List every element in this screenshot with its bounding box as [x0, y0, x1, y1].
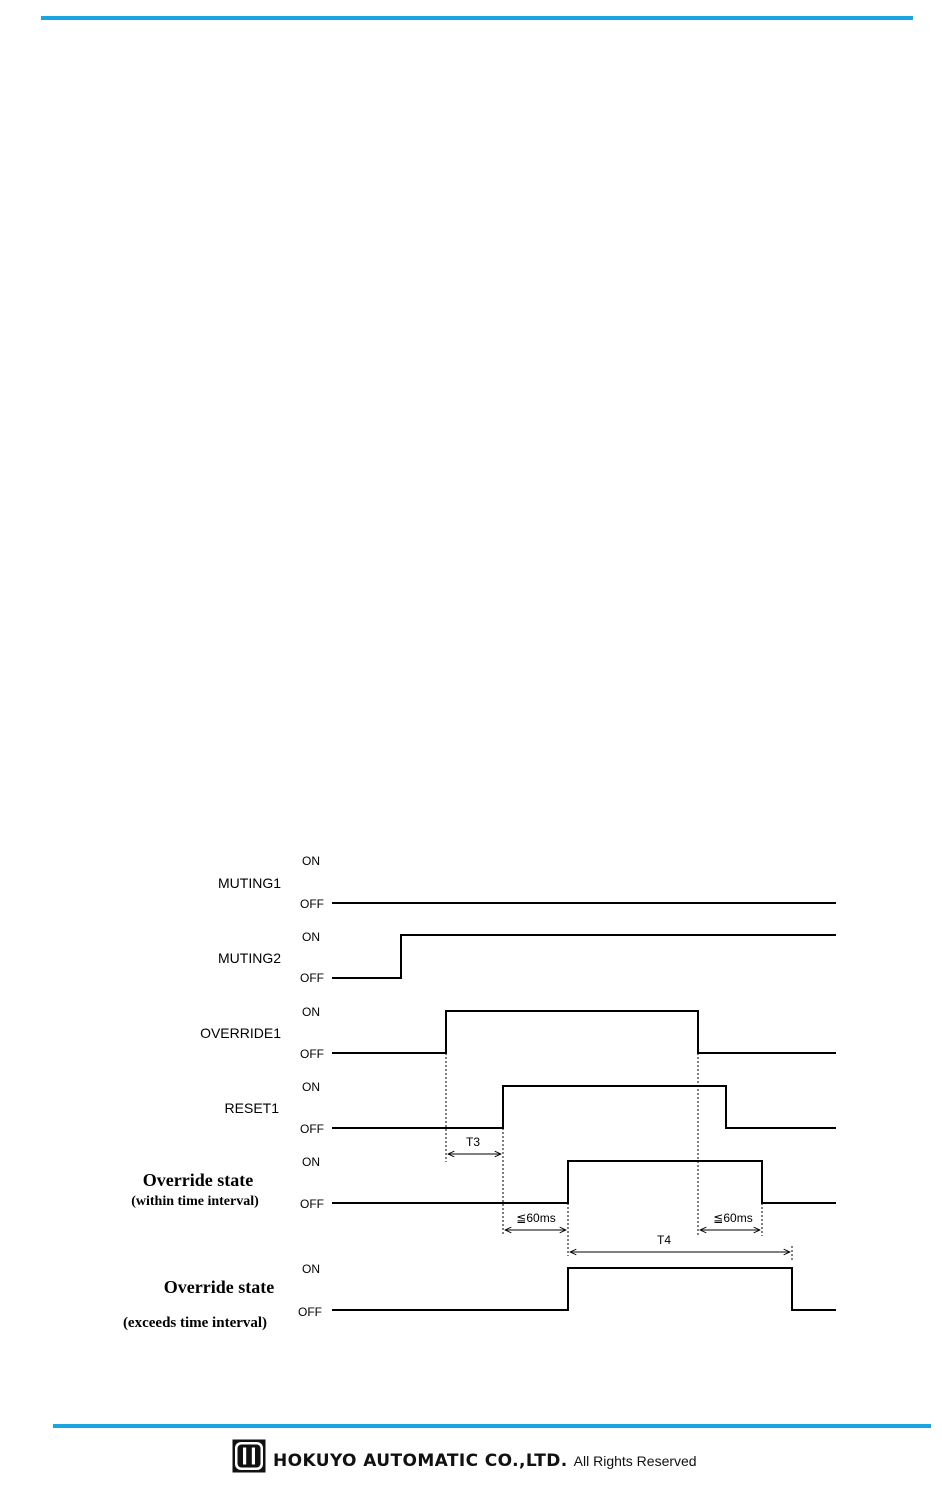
on-label-muting2: ON — [302, 930, 320, 944]
signal-name-override1: OVERRIDE1 — [200, 1025, 281, 1041]
waveform-muting2 — [332, 935, 836, 978]
rights-text: All Rights Reserved — [573, 1453, 697, 1469]
off-label-muting1: OFF — [300, 897, 324, 911]
signal-name-muting1: MUTING1 — [218, 875, 281, 891]
signal-name-reset1: RESET1 — [224, 1100, 279, 1116]
off-label-override-within: OFF — [300, 1197, 324, 1211]
interval-label-60ms-left: ≦60ms — [516, 1211, 556, 1225]
on-label-override1: ON — [302, 1005, 320, 1019]
signal-sub-exceeds-interval: (exceeds time interval) — [122, 1315, 268, 1331]
interval-label-t3: T3 — [465, 1135, 481, 1149]
interval-label-60ms-right: ≦60ms — [713, 1211, 753, 1225]
waveform-override-exceeds — [332, 1268, 836, 1310]
on-label-muting1: ON — [302, 854, 320, 868]
waveform-override-within — [332, 1161, 836, 1203]
signal-name-override-state-within: Override state — [142, 1170, 254, 1190]
off-label-reset1: OFF — [300, 1122, 324, 1136]
company-name: HOKUYO AUTOMATIC CO.,LTD. — [273, 1451, 568, 1471]
waveform-reset1 — [332, 1086, 836, 1128]
hokuyo-logo-icon — [232, 1439, 266, 1473]
signal-name-muting2: MUTING2 — [218, 950, 281, 966]
footer — [232, 1438, 697, 1474]
interval-label-t4: T4 — [656, 1233, 672, 1247]
bottom-rule — [53, 1424, 931, 1428]
signal-sub-within-interval: (within time interval) — [131, 1194, 259, 1209]
signal-name-override-state-exceeds: Override state — [163, 1277, 275, 1297]
on-label-reset1: ON — [302, 1080, 320, 1094]
off-label-override1: OFF — [300, 1047, 324, 1061]
off-label-muting2: OFF — [300, 971, 324, 985]
on-label-override-exceeds: ON — [302, 1262, 320, 1276]
on-label-override-within: ON — [302, 1155, 320, 1169]
waveform-override1 — [332, 1011, 836, 1053]
off-label-override-exceeds: OFF — [298, 1305, 322, 1319]
